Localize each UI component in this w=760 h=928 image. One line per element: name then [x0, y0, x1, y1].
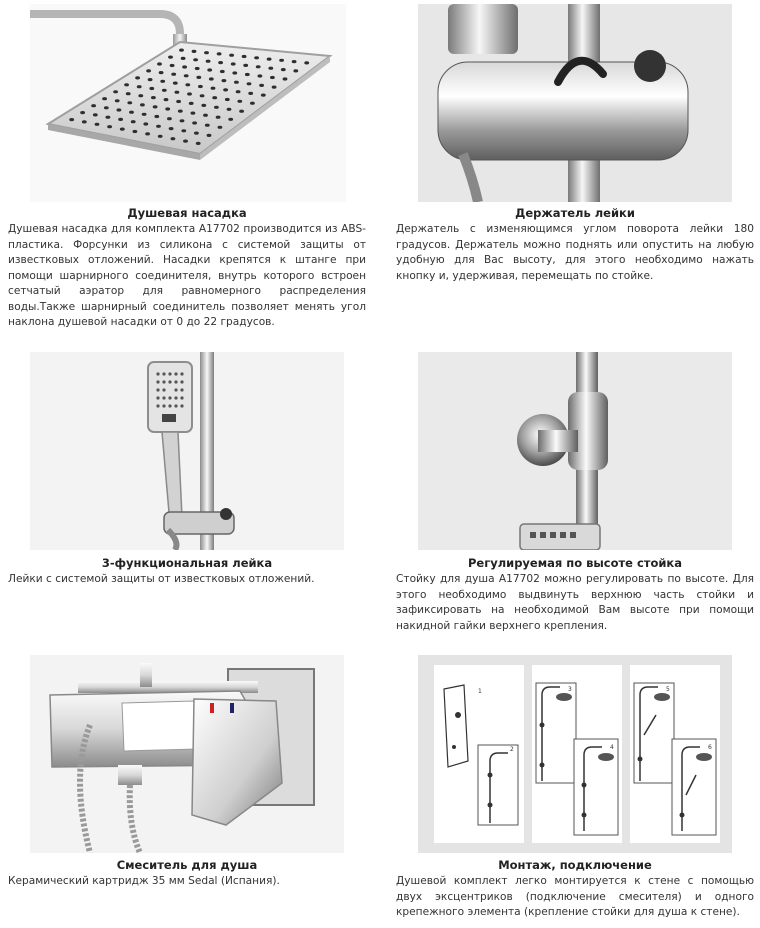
- adjustable-rail-photo: [418, 352, 732, 550]
- section-description: Стойку для душа A17702 можно регулировать по высоте. Для этого необходимо выдвинуть верхнюю часть стойки и зафиксировать на необходимой Вам высоте при помощи накидной гайки верхнего крепления.: [396, 573, 754, 632]
- hand-shower-holder-photo: [418, 4, 732, 202]
- section-title: Монтаж, подключение: [498, 858, 652, 872]
- step-number: 5: [666, 686, 670, 693]
- step-number: 4: [610, 744, 614, 751]
- hand-shower-photo: [30, 352, 344, 550]
- installation-diagram: [418, 655, 732, 853]
- section-description: Держатель с изменяющимся углом поворота лейки 180 градусов. Держатель можно поднять или опустить на любую удобную для Вас высоту, для этого необходимо нажать кнопку и, удерживая, перемещать по стойке.: [396, 223, 754, 282]
- step-number: 6: [708, 744, 712, 751]
- shower-mixer-photo: [30, 655, 344, 853]
- section-title: Душевая насадка: [127, 206, 247, 220]
- section-description: Керамический картридж 35 мм Sedal (Испания).: [8, 875, 280, 887]
- section-title: 3-функциональная лейка: [101, 556, 273, 570]
- section-description: Душевой комплект легко монтируется к стене с помощью двух эксцентриков (подключение смесителя) и одного крепежного элемента (крепление стойки для душа к стене).: [396, 875, 754, 918]
- section-title: Смеситель для душа: [116, 858, 258, 872]
- step-number: 3: [568, 686, 572, 693]
- section-description: Душевая насадка для комплекта A17702 производится из ABS-пластика. Форсунки из силикона с системой защиты от известковых отложений. Насадки крепятся к штанге при помощи шарнирного соединителя, внутрь которого встроен сетчатый аэратор для равномерного распределения воды.Также шарнирный соединитель позволяет менять угол наклона душевой насадки от 0 до 22 градусов.: [8, 223, 366, 328]
- step-number: 2: [510, 746, 514, 753]
- section-title: Регулируемая по высоте стойка: [467, 556, 682, 570]
- shower-head-photo: [30, 4, 346, 202]
- step-number: 1: [478, 688, 482, 695]
- section-description: Лейки с системой защиты от известковых отложений.: [8, 573, 315, 585]
- section-title: Держатель лейки: [515, 206, 635, 220]
